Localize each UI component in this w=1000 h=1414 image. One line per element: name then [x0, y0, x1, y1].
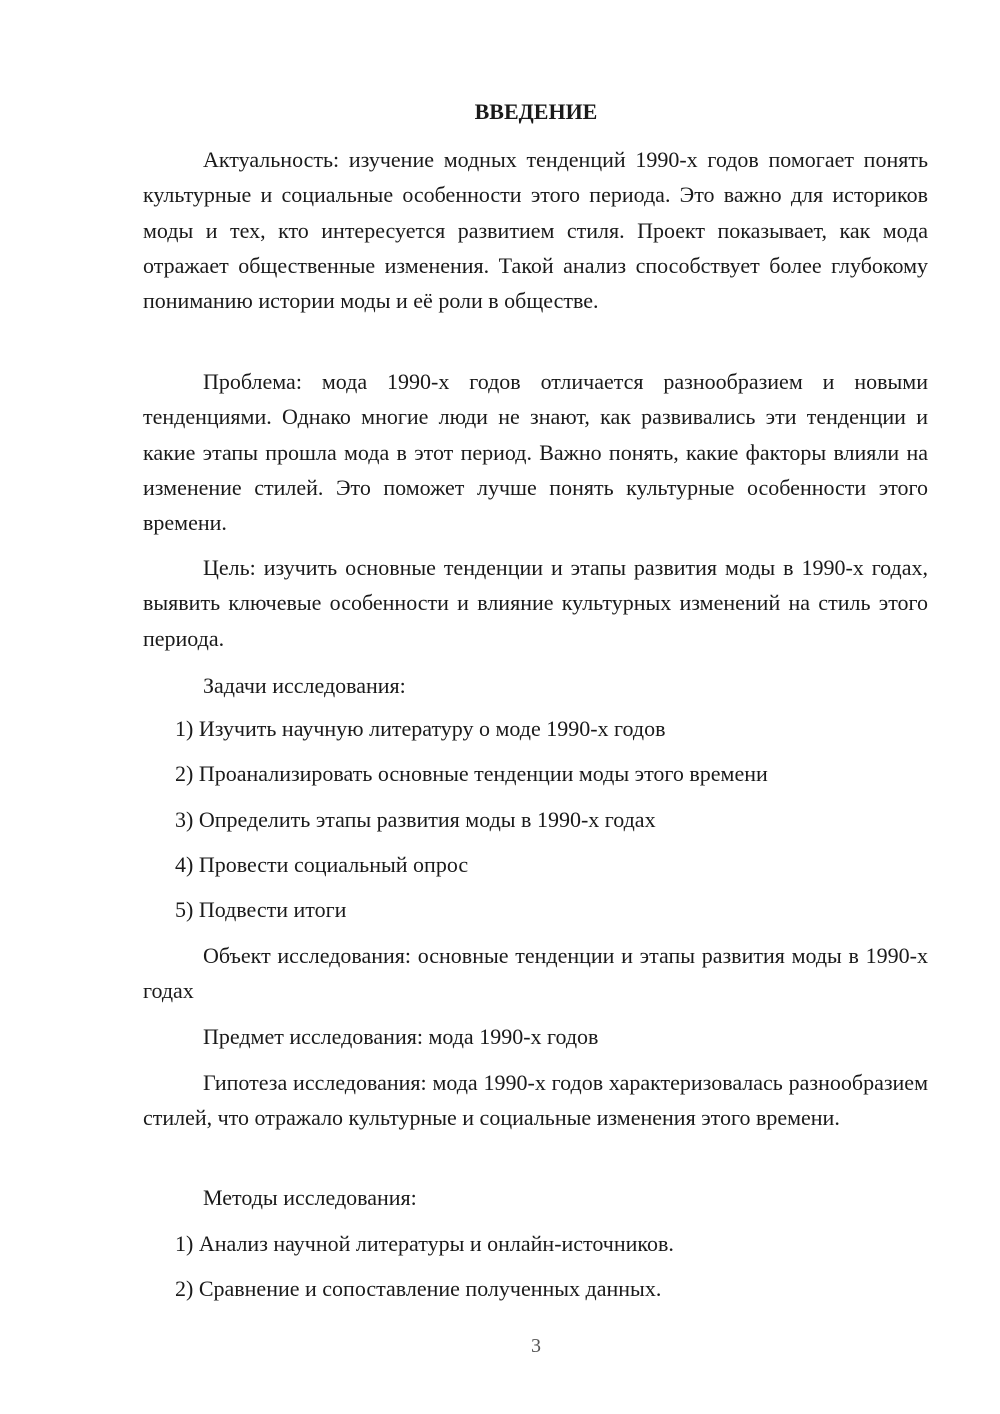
- task-item: 4) Провести социальный опрос: [175, 852, 469, 877]
- method-item: 2) Сравнение и сопоставление полученных данных.: [175, 1276, 662, 1301]
- task-item: 5) Подвести итоги: [175, 897, 347, 922]
- page-number: 3: [531, 1335, 541, 1357]
- goal-paragraph: Цель: изучить основные тенденции и этапы развития моды в 1990-х годах, выявить ключевые особенности и влияние культурных изменений на стиль этого периода.: [143, 555, 928, 651]
- task-item: 1) Изучить научную литературу о моде 1990-х годов: [175, 716, 666, 741]
- problem-paragraph: Проблема: мода 1990-х годов отличается разнообразием и новыми тенденциями. Однако многие люди не знают, как развивались эти тенденции и какие этапы прошла мода в этот период. Важно понять, какие факторы влияли на изменение стилей. Это поможет лучше понять культурные особенности этого времени.: [143, 369, 928, 536]
- tasks-title: Задачи исследования:: [203, 673, 406, 698]
- methods-title: Методы исследования:: [203, 1185, 417, 1210]
- method-item: 1) Анализ научной литературы и онлайн-источников.: [175, 1231, 674, 1256]
- task-item: 3) Определить этапы развития моды в 1990-х годах: [175, 807, 656, 832]
- hypothesis-paragraph: Гипотеза исследования: мода 1990-х годов характеризовалась разнообразием стилей, что отражало культурные и социальные изменения этого времени.: [143, 1070, 928, 1131]
- section-heading: ВВЕДЕНИЕ: [474, 99, 598, 124]
- relevance-paragraph: Актуальность: изучение модных тенденций 1990-х годов помогает понять культурные и социальные особенности этого периода. Это важно для историков моды и тех, кто интересуется развитием стиля. Проект показывает, как мода отражает общественные изменения. Такой анализ способствует более глубокому пониманию истории моды и её роли в обществе.: [143, 147, 928, 314]
- object-paragraph: Объект исследования: основные тенденции и этапы развития моды в 1990-х годах: [143, 943, 928, 1004]
- subject-paragraph: Предмет исследования: мода 1990-х годов: [203, 1024, 599, 1049]
- task-item: 2) Проанализировать основные тенденции моды этого времени: [175, 761, 768, 786]
